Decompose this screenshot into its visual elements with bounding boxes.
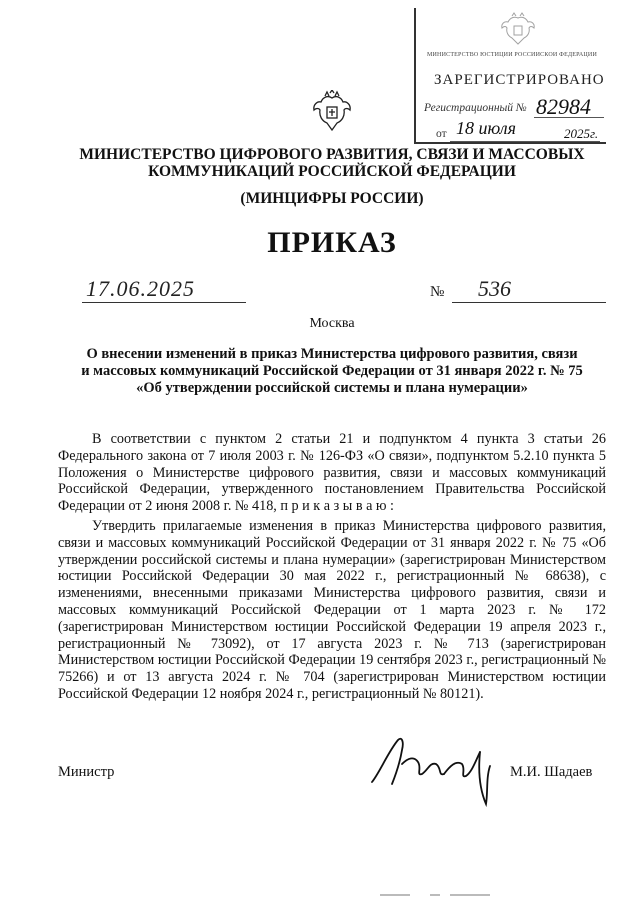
subject-line: О внесении изменений в приказ Министерства цифрового развития, связи bbox=[86, 346, 578, 362]
signer-role: Министр bbox=[58, 764, 115, 780]
order-date: 17.06.2025 bbox=[86, 276, 195, 301]
scan-marks bbox=[30, 892, 610, 898]
ministry-line: МИНИСТЕРСТВО ЦИФРОВОГО РАЗВИТИЯ, СВЯЗИ И МАССОВЫХ bbox=[79, 146, 585, 163]
stamp-year: 2025г. bbox=[564, 126, 599, 141]
ministry-name bbox=[40, 146, 624, 180]
stamp-header: МИНИСТЕРСТВО ЮСТИЦИИ РОССИЙСКОЙ ФЕДЕРАЦИИ bbox=[426, 52, 597, 58]
document-title: ПРИКАЗ bbox=[267, 226, 397, 259]
number-underline bbox=[452, 302, 606, 303]
order-number: 536 bbox=[478, 276, 511, 301]
order-subject bbox=[60, 346, 604, 397]
city: Москва bbox=[309, 316, 355, 331]
registration-stamp bbox=[414, 8, 606, 144]
stamp-title: ЗАРЕГИСТРИРОВАНО bbox=[434, 72, 605, 88]
subject-line: и массовых коммуникаций Российской Федерации от 31 января 2022 г. № 75 bbox=[81, 363, 583, 379]
body-paragraph: В соответствии с пунктом 2 статьи 21 и подпунктом 4 пункта 3 статьи 26 Федерального закона от 7 июля 2003 г. № 126-ФЗ «О связи», подпунктом 5.2.10 пункта 5 Положения о Министерстве цифрового развития, связи и массовых коммуникаций Российской Федерации, утвержденного постановлением Правительства Российской Федерации от 2 июня 2008 г. № 418, п р и к а з ы в а ю : bbox=[58, 431, 606, 515]
stamp-underline bbox=[450, 141, 600, 142]
coat-of-arms-icon bbox=[312, 90, 352, 136]
stamp-date-value: 18 июля bbox=[456, 118, 516, 138]
signer-name: М.И. Шадаев bbox=[510, 764, 593, 780]
stamp-underline bbox=[534, 117, 604, 118]
number-label: № bbox=[430, 284, 445, 300]
stamp-reg-number: 82984 bbox=[536, 94, 591, 119]
stamp-date-label: от bbox=[436, 128, 447, 140]
ministry-line: КОММУНИКАЦИЙ РОССИЙСКОЙ ФЕДЕРАЦИИ bbox=[148, 163, 516, 180]
body-paragraph: Утвердить прилагаемые изменения в приказ Министерства цифрового развития, связи и массовых коммуникаций Российской Федерации от 31 января 2022 г. № 75 «Об утверждении российской системы и плана нумерации» (зарегистрирован Министерством юстиции Российской Федерации 30 мая 2022 г., регистрационный № 68638), с изменениями, внесенными приказами Министерства цифрового развития, связи и массовых коммуникаций Российской Федерации от 1 марта 2023 г. № 172 (зарегистрирован Министерством юстиции Российской Федерации 19 апреля 2023 г., регистрационный № 73092), от 17 августа 2023 г. № 713 (зарегистрирован Министерством юстиции Российской Федерации 19 сентября 2023 г., регистрационный № 75266) и от 13 августа 2024 г. № 704 (зарегистрирован Министерством юстиции Российской Федерации 12 ноября 2024 г., регистрационный № 80121). bbox=[58, 518, 606, 702]
date-underline bbox=[82, 302, 246, 303]
stamp-reg-label: Регистрационный № bbox=[424, 102, 527, 114]
eagle-emblem-icon bbox=[498, 12, 538, 48]
signature-icon bbox=[362, 712, 512, 812]
subject-line: «Об утверждении российской системы и плана нумерации» bbox=[136, 380, 528, 396]
ministry-short-name: (МИНЦИФРЫ РОССИИ) bbox=[240, 190, 424, 207]
